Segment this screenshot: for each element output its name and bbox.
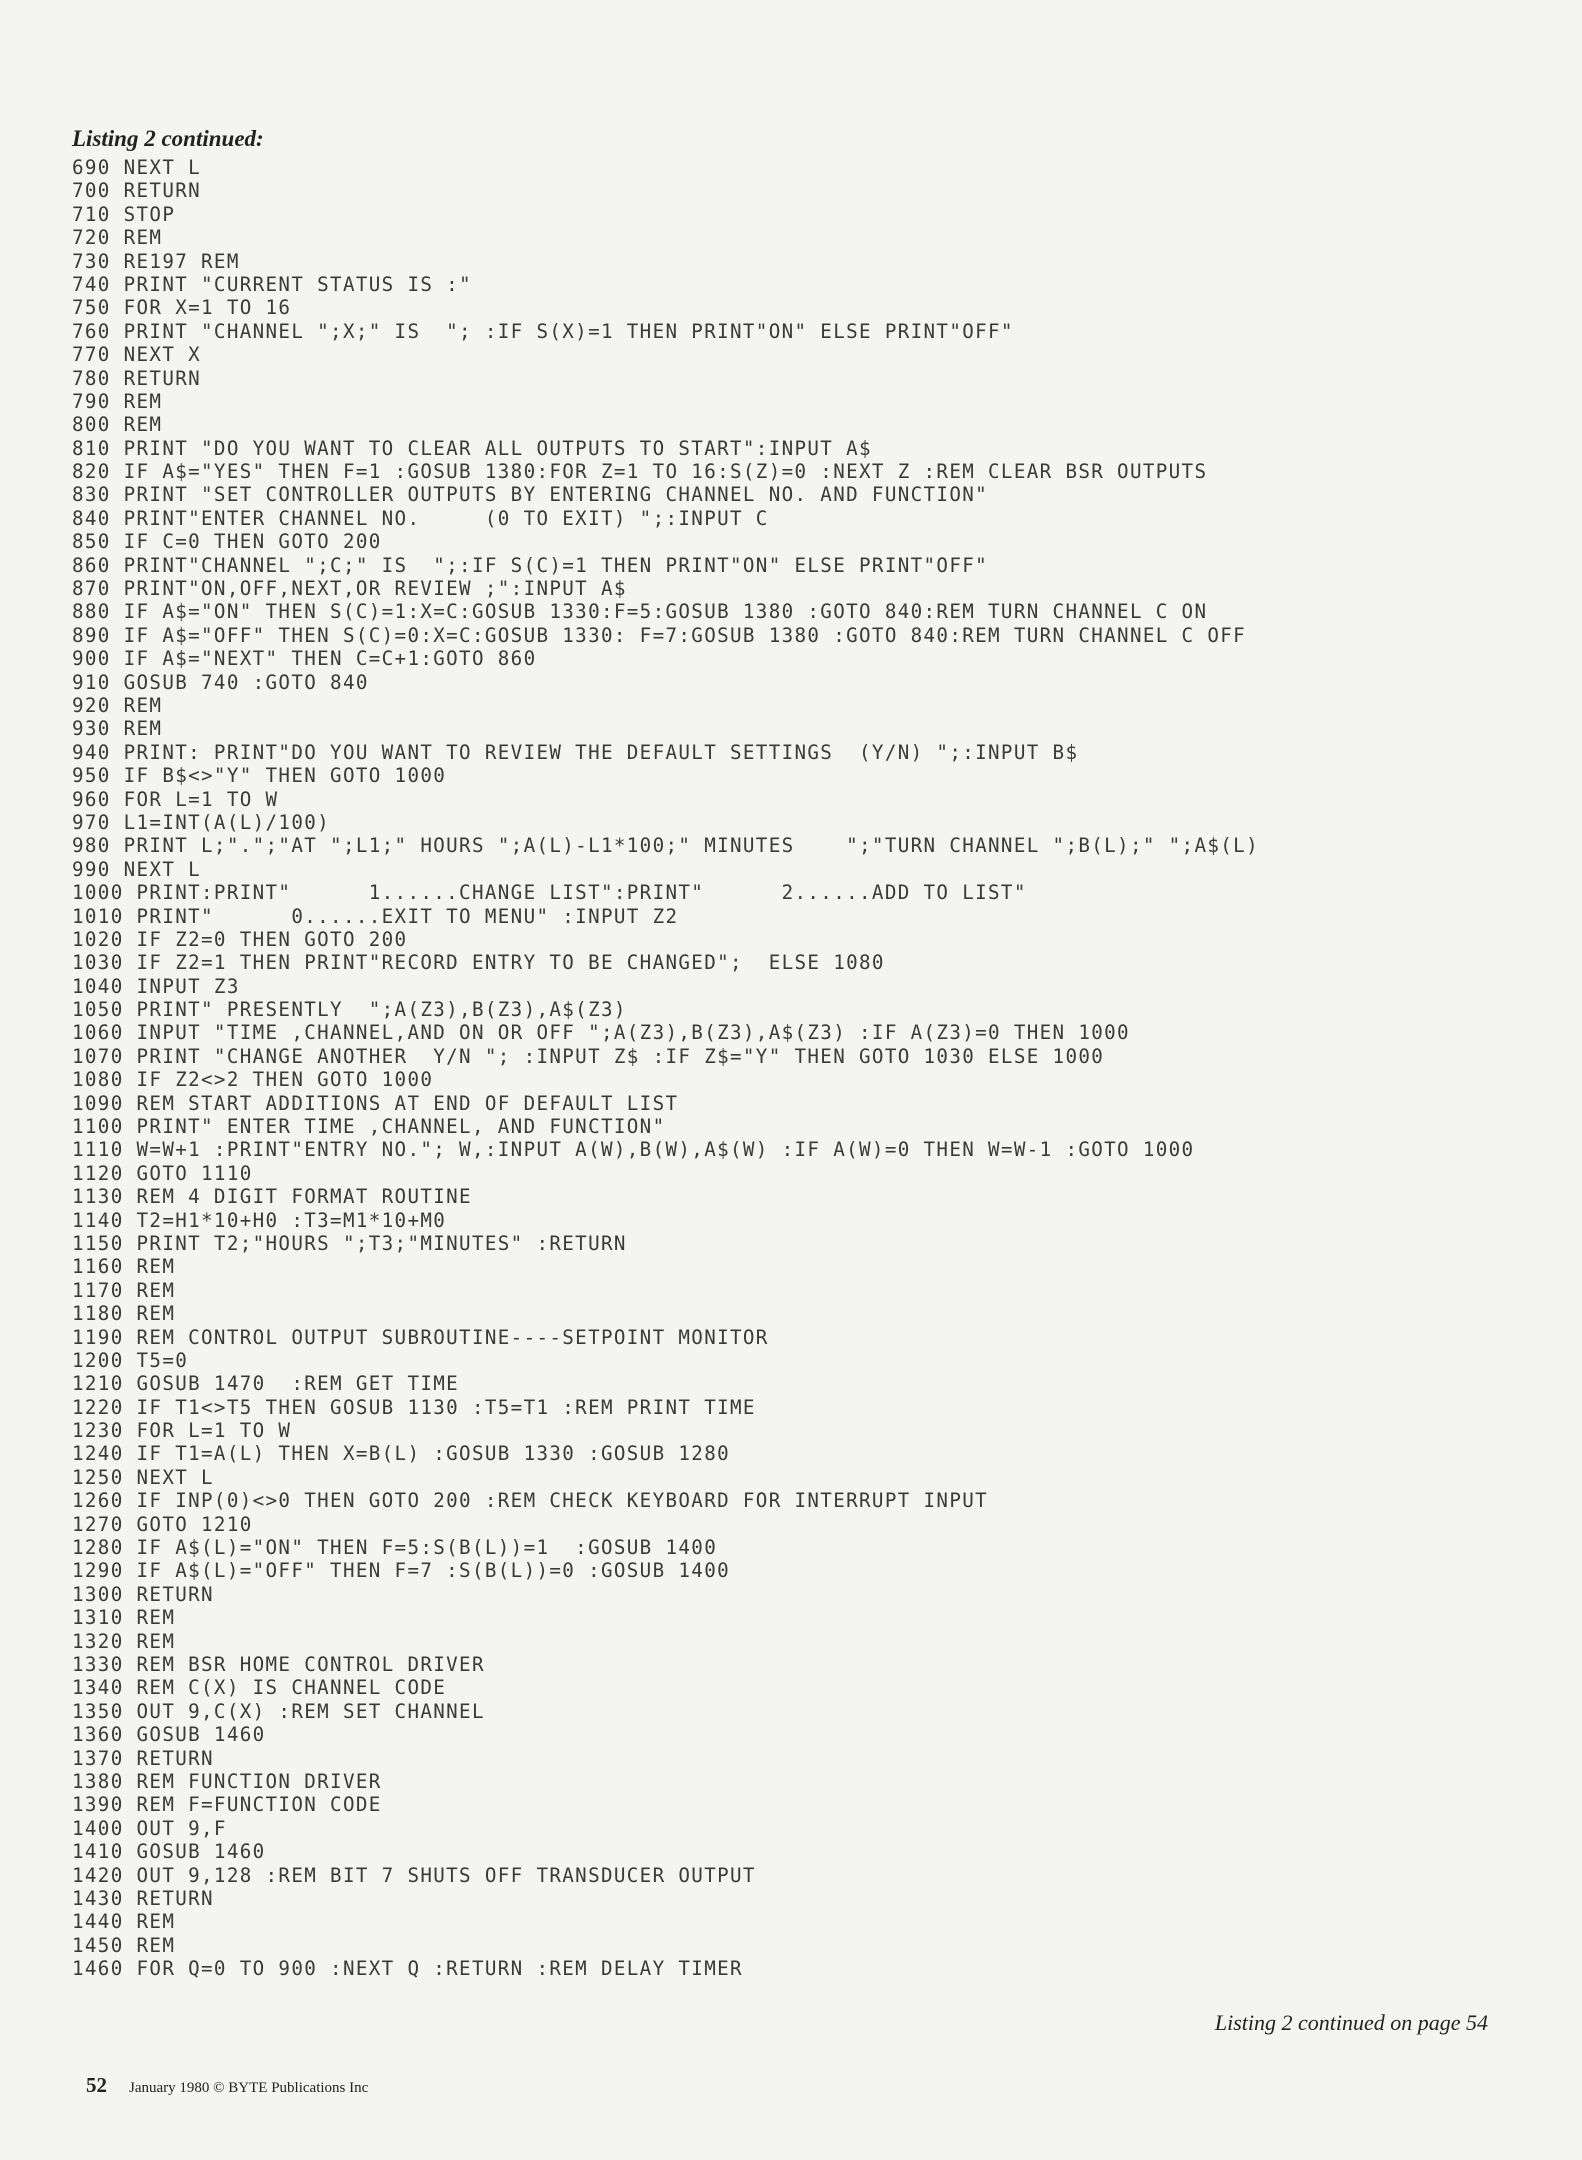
code-line: 1110 W=W+1 :PRINT"ENTRY NO."; W,:INPUT A(W),B(W),A$(W) :IF A(W)=0 THEN W=W-1 :GOTO 1000	[72, 1138, 1195, 1162]
code-line: 1120 GOTO 1110	[72, 1161, 253, 1185]
code-line: 780 RETURN	[72, 366, 202, 390]
code-listing	[72, 156, 1532, 1980]
code-line: 1320 REM	[72, 1629, 176, 1653]
code-line: 1400 OUT 9,F	[72, 1816, 227, 1840]
code-line: 1240 IF T1=A(L) THEN X=B(L) :GOSUB 1330 :GOSUB 1280	[72, 1442, 730, 1466]
code-line: 1020 IF Z2=0 THEN GOTO 200	[72, 927, 408, 951]
code-line: 970 L1=INT(A(L)/100)	[72, 810, 331, 834]
code-line: 860 PRINT"CHANNEL ";C;" IS ";:IF S(C)=1 THEN PRINT"ON" ELSE PRINT"OFF"	[72, 553, 989, 577]
code-line: 1290 IF A$(L)="OFF" THEN F=7 :S(B(L))=0 :GOSUB 1400	[72, 1559, 730, 1583]
code-line: 1420 OUT 9,128 :REM BIT 7 SHUTS OFF TRANSDUCER OUTPUT	[72, 1863, 756, 1887]
code-line: 1130 REM 4 DIGIT FORMAT ROUTINE	[72, 1185, 472, 1209]
code-line: 1210 GOSUB 1470 :REM GET TIME	[72, 1372, 460, 1396]
code-line: 1350 OUT 9,C(X) :REM SET CHANNEL	[72, 1699, 485, 1723]
code-line: 1390 REM F=FUNCTION CODE	[72, 1793, 382, 1817]
code-line: 1260 IF INP(0)<>0 THEN GOTO 200 :REM CHECK KEYBOARD FOR INTERRUPT INPUT	[72, 1489, 989, 1513]
code-line: 990 NEXT L	[72, 857, 202, 881]
code-line: 1170 REM	[72, 1278, 176, 1302]
code-line: 760 PRINT "CHANNEL ";X;" IS "; :IF S(X)=1 THEN PRINT"ON" ELSE PRINT"OFF"	[72, 319, 1014, 343]
code-line: 1030 IF Z2=1 THEN PRINT"RECORD ENTRY TO BE CHANGED"; ELSE 1080	[72, 951, 885, 975]
code-line: 1310 REM	[72, 1606, 176, 1630]
code-line: 820 IF A$="YES" THEN F=1 :GOSUB 1380:FOR Z=1 TO 16:S(Z)=0 :NEXT Z :REM CLEAR BSR OUTPUTS	[72, 460, 1208, 484]
code-line: 720 REM	[72, 226, 163, 250]
code-line: 750 FOR X=1 TO 16	[72, 296, 292, 320]
code-line: 890 IF A$="OFF" THEN S(C)=0:X=C:GOSUB 1330: F=7:GOSUB 1380 :GOTO 840:REM TURN CHANNEL C OFF	[72, 623, 1247, 647]
code-line: 1010 PRINT" 0......EXIT TO MENU" :INPUT Z2	[72, 904, 679, 928]
code-line: 870 PRINT"ON,OFF,NEXT,OR REVIEW ;":INPUT A$	[72, 577, 627, 601]
code-line: 790 REM	[72, 389, 163, 413]
code-line: 1060 INPUT "TIME ,CHANNEL,AND ON OR OFF ";A(Z3),B(Z3),A$(Z3) :IF A(Z3)=0 THEN 1000	[72, 1021, 1130, 1045]
code-line: 1220 IF T1<>T5 THEN GOSUB 1130 :T5=T1 :REM PRINT TIME	[72, 1395, 756, 1419]
code-line: 740 PRINT "CURRENT STATUS IS :"	[72, 272, 472, 296]
code-line: 850 IF C=0 THEN GOTO 200	[72, 530, 382, 554]
code-line: 1070 PRINT "CHANGE ANOTHER Y/N "; :INPUT Z$ :IF Z$="Y" THEN GOTO 1030 ELSE 1000	[72, 1044, 1105, 1068]
code-line: 960 FOR L=1 TO W	[72, 787, 279, 811]
code-line: 1140 T2=H1*10+H0 :T3=M1*10+M0	[72, 1208, 447, 1232]
code-line: 1180 REM	[72, 1302, 176, 1326]
continued-note: Listing 2 continued on page 54	[1214, 2010, 1488, 2035]
code-line: 940 PRINT: PRINT"DO YOU WANT TO REVIEW THE DEFAULT SETTINGS (Y/N) ";:INPUT B$	[72, 740, 1079, 764]
code-line: 1410 GOSUB 1460	[72, 1840, 266, 1864]
code-line: 1230 FOR L=1 TO W	[72, 1419, 292, 1443]
code-line: 930 REM	[72, 717, 163, 741]
code-line: 1080 IF Z2<>2 THEN GOTO 1000	[72, 1068, 434, 1092]
code-line: 1100 PRINT" ENTER TIME ,CHANNEL, AND FUNCTION"	[72, 1115, 666, 1139]
code-line: 1190 REM CONTROL OUTPUT SUBROUTINE----SETPOINT MONITOR	[72, 1325, 769, 1349]
code-line: 700 RETURN	[72, 179, 202, 203]
code-line: 880 IF A$="ON" THEN S(C)=1:X=C:GOSUB 1330:F=5:GOSUB 1380 :GOTO 840:REM TURN CHANNEL C ON	[72, 600, 1208, 624]
code-line: 1440 REM	[72, 1910, 176, 1934]
code-line: 1270 GOTO 1210	[72, 1512, 253, 1536]
page-footer	[86, 2073, 368, 2098]
code-line: 900 IF A$="NEXT" THEN C=C+1:GOTO 860	[72, 647, 537, 671]
code-line: 800 REM	[72, 413, 163, 437]
code-line: 920 REM	[72, 693, 163, 717]
code-line: 1150 PRINT T2;"HOURS ";T3;"MINUTES" :RETURN	[72, 1231, 627, 1255]
code-line: 1300 RETURN	[72, 1582, 214, 1606]
code-line: 690 NEXT L	[72, 156, 202, 179]
code-line: 710 STOP	[72, 202, 176, 226]
page-number: 52	[86, 2073, 107, 2097]
code-line: 810 PRINT "DO YOU WANT TO CLEAR ALL OUTPUTS TO START":INPUT A$	[72, 436, 872, 460]
code-line: 1040 INPUT Z3	[72, 974, 240, 998]
code-line: 1460 FOR Q=0 TO 900 :NEXT Q :RETURN :REM DELAY TIMER	[72, 1957, 743, 1981]
code-line: 910 GOSUB 740 :GOTO 840	[72, 670, 369, 694]
code-line: 980 PRINT L;".";"AT ";L1;" HOURS ";A(L)-L1*100;" MINUTES ";"TURN CHANNEL ";B(L);" ";A$(L)	[72, 834, 1259, 858]
code-line: 1000 PRINT:PRINT" 1......CHANGE LIST":PRINT" 2......ADD TO LIST"	[72, 881, 1027, 905]
listing-title: Listing 2 continued:	[72, 126, 264, 151]
code-line: 770 NEXT X	[72, 343, 202, 367]
publication-imprint: January 1980 © BYTE Publications Inc	[129, 2080, 369, 2096]
code-line: 730 RE197 REM	[72, 249, 240, 273]
code-line: 1090 REM START ADDITIONS AT END OF DEFAULT LIST	[72, 1091, 679, 1115]
code-line: 1430 RETURN	[72, 1886, 214, 1910]
code-line: 1360 GOSUB 1460	[72, 1723, 266, 1747]
code-line: 1160 REM	[72, 1255, 176, 1279]
code-line: 1330 REM BSR HOME CONTROL DRIVER	[72, 1653, 485, 1676]
code-line: 1050 PRINT" PRESENTLY ";A(Z3),B(Z3),A$(Z3)	[72, 998, 627, 1022]
code-line: 1370 RETURN	[72, 1746, 214, 1770]
code-line: 950 IF B$<>"Y" THEN GOTO 1000	[72, 764, 447, 788]
code-line: 1250 NEXT L	[72, 1465, 214, 1489]
code-line: 1380 REM FUNCTION DRIVER	[72, 1769, 382, 1793]
code-line: 1340 REM C(X) IS CHANNEL CODE	[72, 1676, 447, 1700]
code-line: 840 PRINT"ENTER CHANNEL NO. (0 TO EXIT) ";:INPUT C	[72, 506, 769, 530]
code-line: 1450 REM	[72, 1933, 176, 1957]
code-line: 1200 T5=0	[72, 1348, 189, 1372]
code-line: 1280 IF A$(L)="ON" THEN F=5:S(B(L))=1 :GOSUB 1400	[72, 1536, 718, 1560]
code-line: 830 PRINT "SET CONTROLLER OUTPUTS BY ENTERING CHANNEL NO. AND FUNCTION"	[72, 483, 989, 507]
